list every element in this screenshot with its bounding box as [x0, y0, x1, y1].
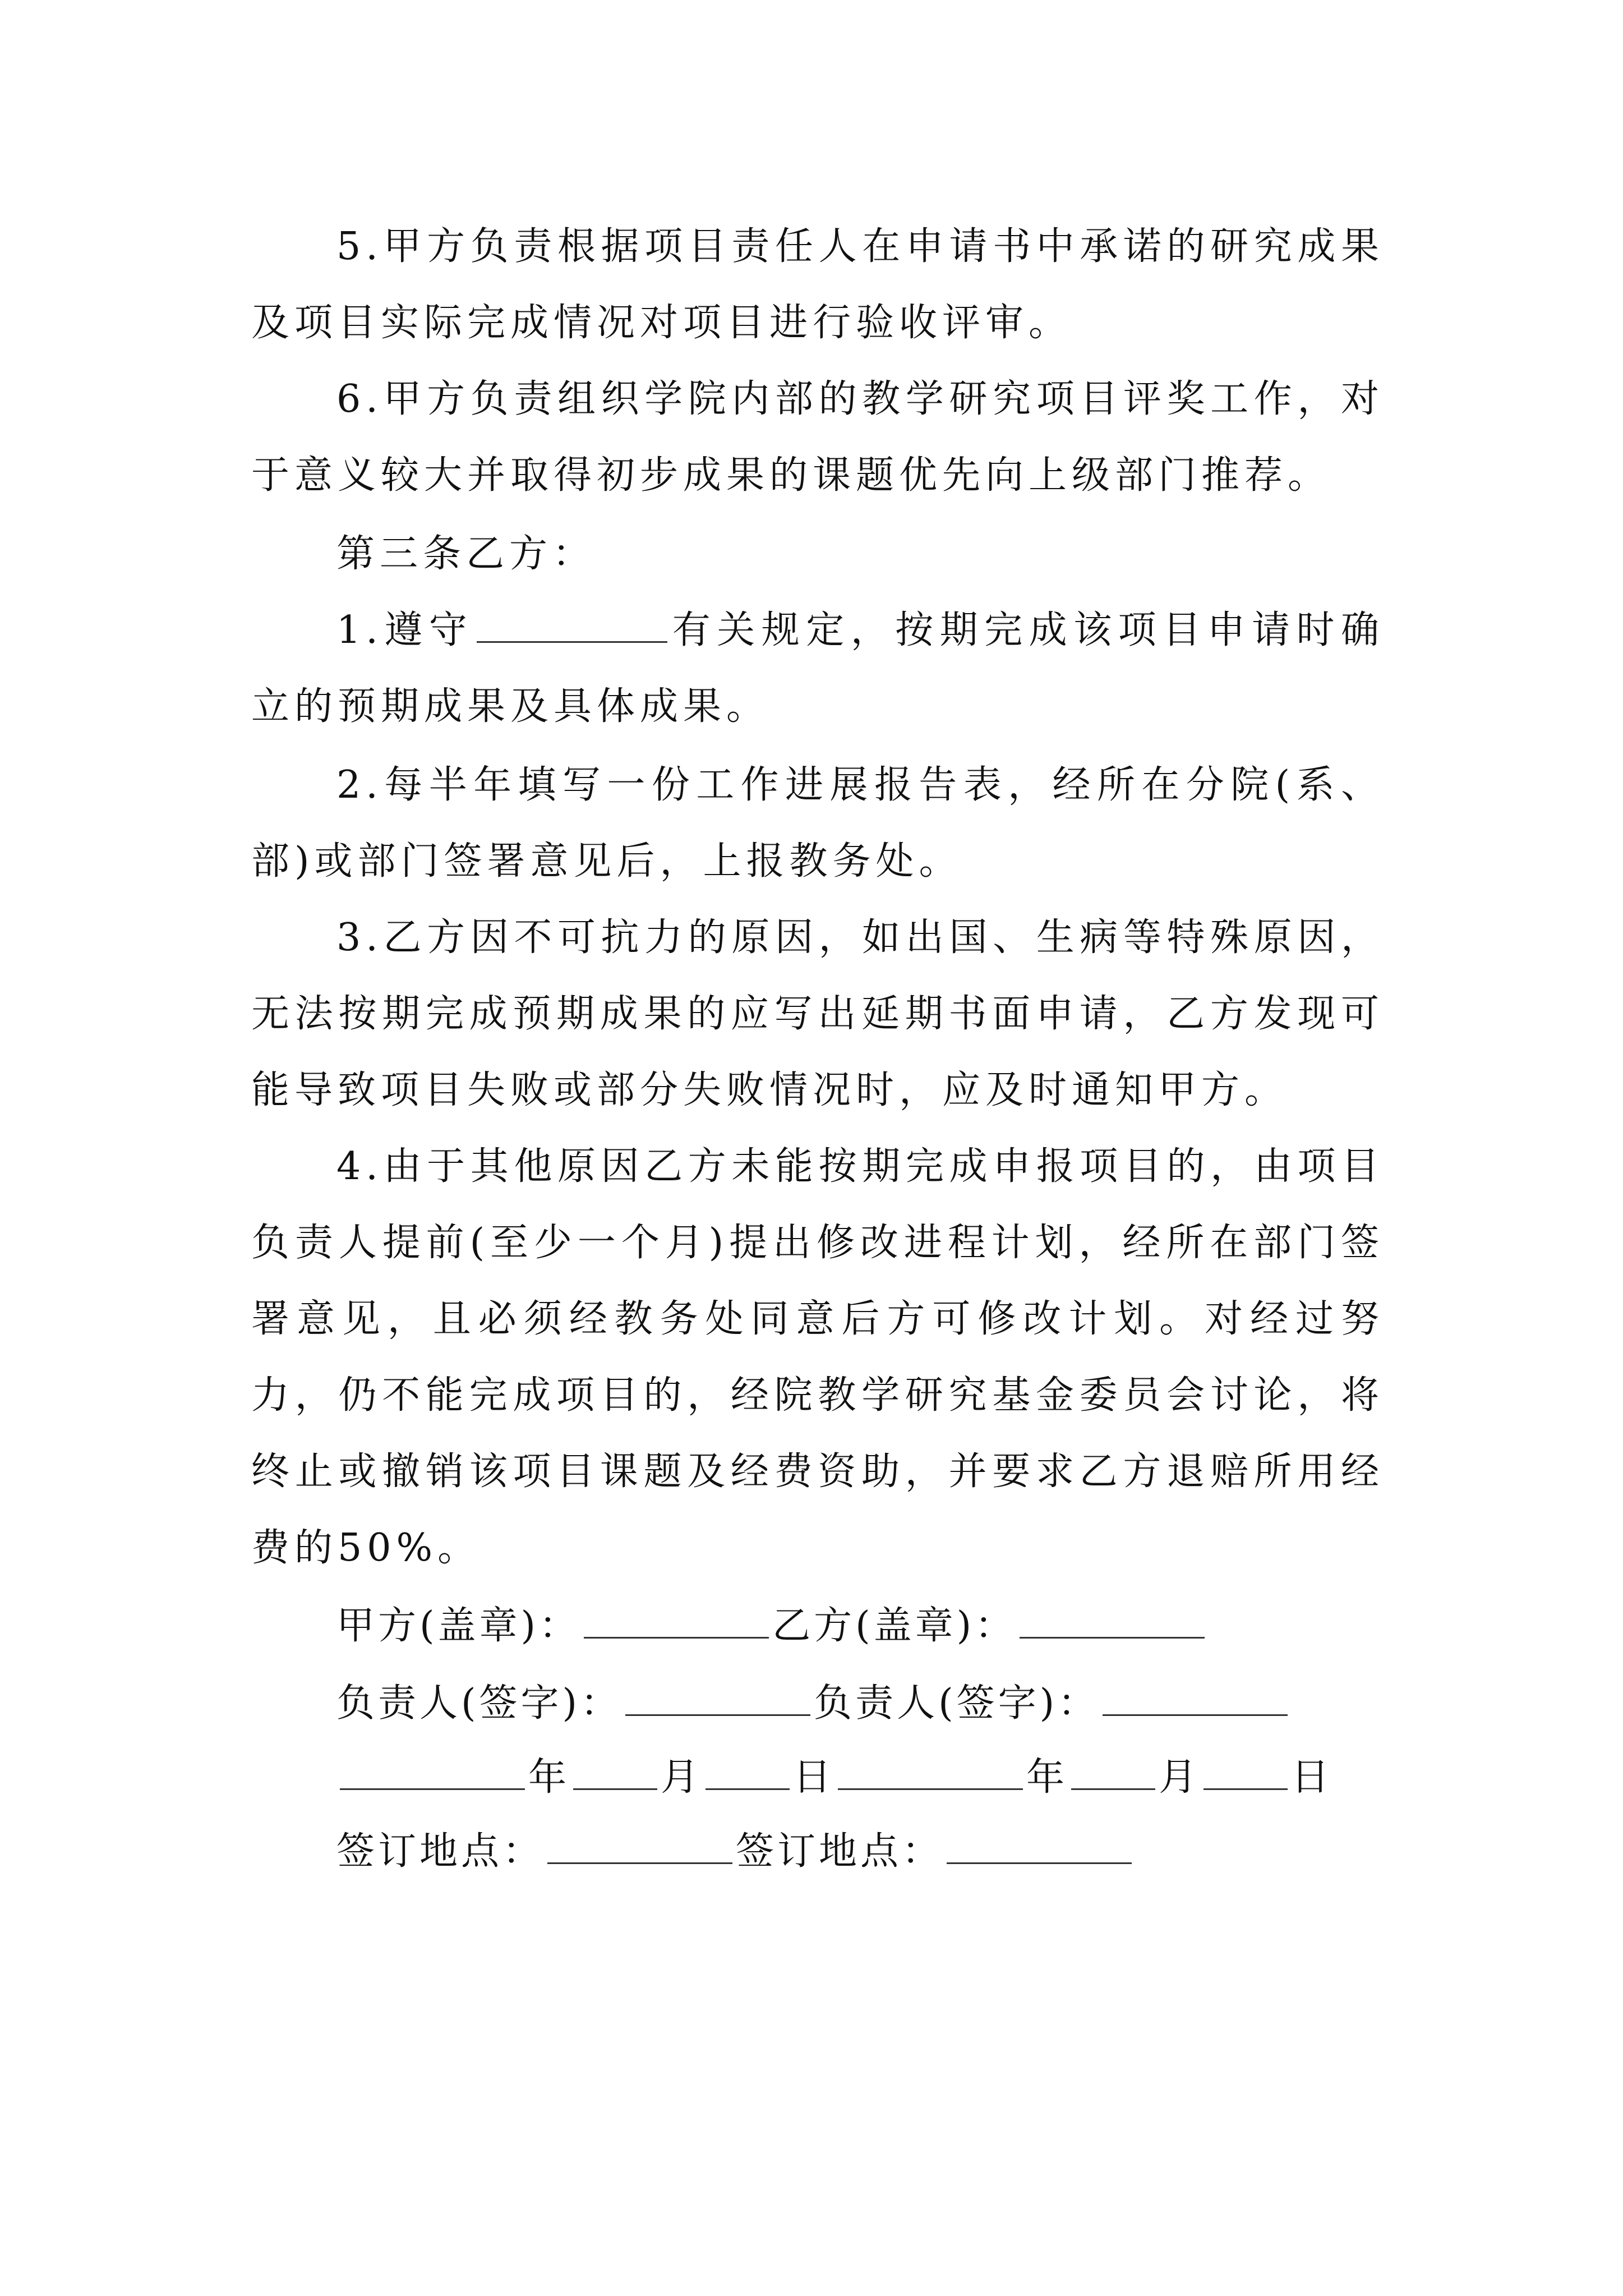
party-b-signer-blank	[1103, 1675, 1288, 1716]
party-a-day-blank	[706, 1749, 790, 1790]
party-a-place-blank	[547, 1823, 732, 1864]
party-b-seal-blank	[1020, 1598, 1205, 1639]
clause-b-1-start: 1.遵守	[336, 608, 474, 652]
day-label-a: 日	[793, 1755, 835, 1800]
party-b-year-blank	[838, 1749, 1023, 1790]
clause-a-5: 5.甲方负责根据项目责任人在申请书中承诺的研究成果及项目实际完成情况对项目进行验收评审。	[251, 224, 1384, 345]
regulation-blank	[477, 608, 667, 643]
clause-b-2: 2.每半年填写一份工作进展报告表，经所在分院(系、部)或部门签署意见后，上报教务处。	[251, 763, 1384, 884]
party-a-seal-blank	[584, 1598, 769, 1639]
party-b-month-blank	[1071, 1749, 1155, 1790]
clause-b-3: 3.乙方因不可抗力的原因，如出国、生病等特殊原因，无法按期完成预期成果的应写出延期书面申请，乙方发现可能导致项目失败或部分失败情况时，应及时通知甲方。	[251, 915, 1384, 1112]
day-label-b: 日	[1291, 1755, 1333, 1800]
clause-b-4: 4.由于其他原因乙方未能按期完成申报项目的，由项目负责人提前(至少一个月)提出修改进程计划，经所在部门签署意见，且必须经教务处同意后方可修改计划。对经过努力，仍不能完成项目的，经院教学研究基金委员会讨论，将终止或撤销该项目课题及经费资助，并要求乙方退赔所用经费的50%。	[251, 1144, 1384, 1570]
party-b-place-label: 签订地点：	[736, 1829, 944, 1874]
signer-line	[336, 1675, 1291, 1732]
party-a-year-blank	[340, 1749, 525, 1790]
clause-a-6: 6.甲方负责组织学院内部的教学研究项目评奖工作，对于意义较大并取得初步成果的课题优先向上级部门推荐。	[251, 377, 1384, 498]
party-a-signer-blank	[625, 1675, 810, 1716]
party-a-place-label: 签订地点：	[336, 1829, 545, 1874]
article-3-heading: 第三条乙方：	[336, 532, 596, 576]
date-line	[336, 1749, 1332, 1806]
party-a-seal-label: 甲方(盖章)：	[336, 1604, 581, 1648]
month-label-a: 月	[661, 1755, 703, 1800]
party-a-signer-label: 负责人(签字)：	[336, 1681, 623, 1726]
clause-b-1	[251, 592, 1384, 745]
party-a-month-blank	[573, 1749, 657, 1790]
clause-b-1-end: 有关规定，按期完成该项目申请时确立的预期成果及具体成果。	[251, 608, 1384, 729]
year-label-a: 年	[528, 1755, 570, 1800]
year-label-b: 年	[1026, 1755, 1068, 1800]
party-b-seal-label: 乙方(盖章)：	[772, 1604, 1017, 1648]
month-label-b: 月	[1159, 1755, 1201, 1800]
party-b-signer-label: 负责人(签字)：	[814, 1681, 1100, 1726]
seal-line	[336, 1598, 1208, 1654]
place-line	[336, 1823, 1135, 1880]
party-b-day-blank	[1204, 1749, 1288, 1790]
party-b-place-blank	[947, 1823, 1132, 1864]
